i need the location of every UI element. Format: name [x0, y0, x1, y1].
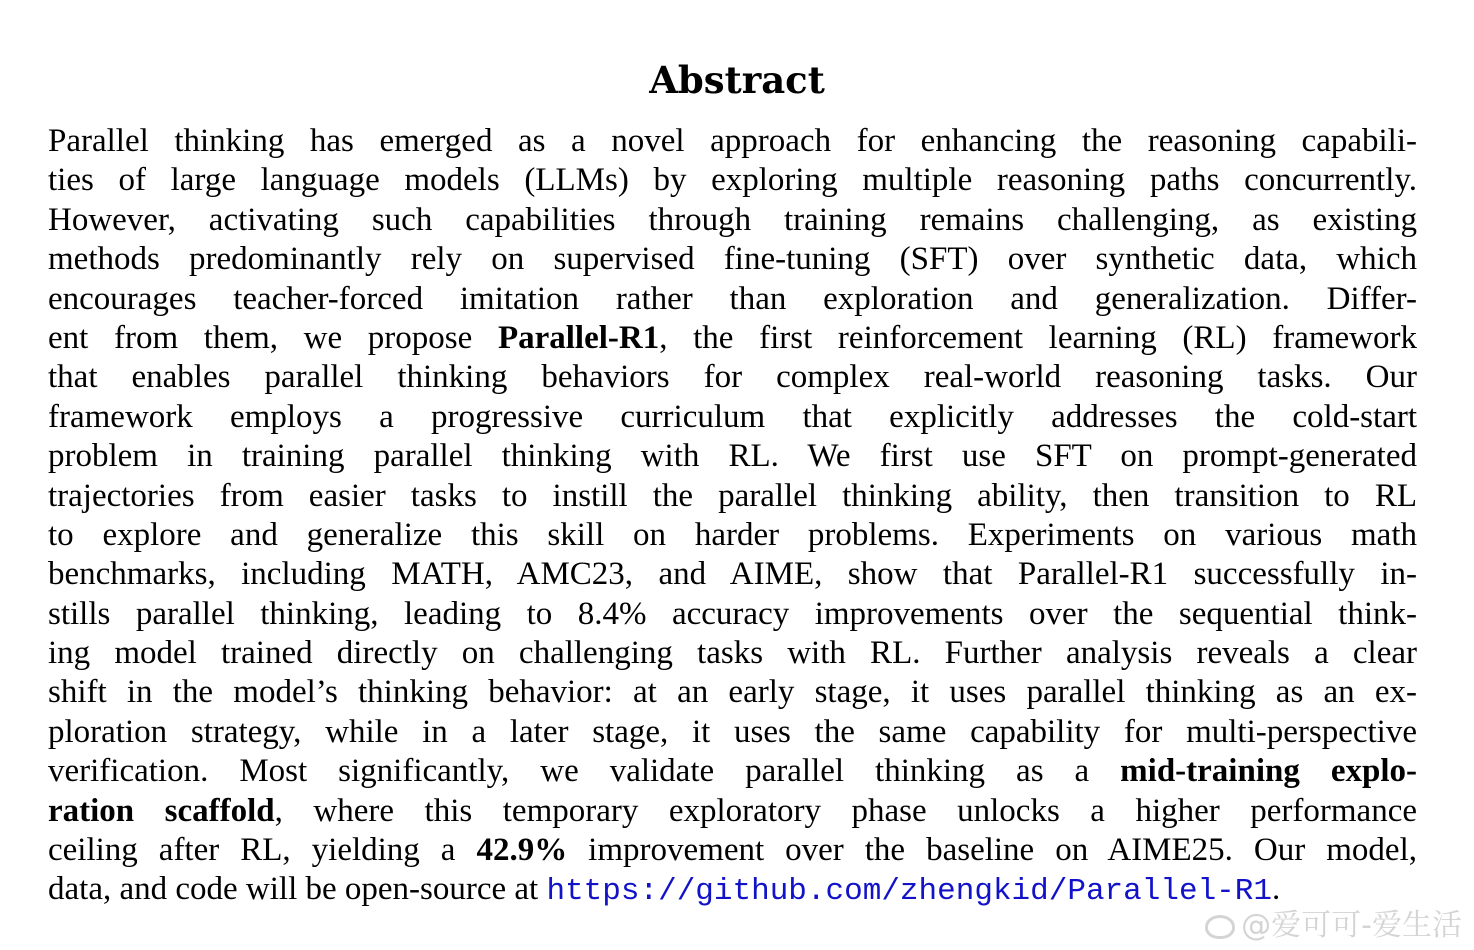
- abstract-line: [48, 477, 1417, 516]
- abstract-text: .: [1272, 871, 1281, 908]
- abstract-text: to explore and generalize this skill on harder problems. Experiments on various math: [48, 516, 1417, 553]
- abstract-line: [48, 280, 1417, 319]
- abstract-text: However, activating such capabilities through training remains challenging, as existing: [48, 201, 1417, 238]
- bold-phrase: mid-training explo-: [1120, 753, 1417, 790]
- abstract-line: [48, 319, 1417, 358]
- abstract-text: ploration strategy, while in a later stage, it uses the same capability for multi-perspective: [48, 713, 1417, 750]
- abstract-text: ent from them, we propose: [48, 319, 498, 356]
- bold-phrase: ration scaffold: [48, 792, 275, 829]
- abstract-text: verification. Most significantly, we validate parallel thinking as a: [48, 753, 1121, 790]
- abstract-line: [48, 516, 1417, 555]
- watermark-text: @爱可可-爱生活: [1241, 908, 1462, 943]
- abstract-line: [48, 122, 1417, 161]
- abstract-text: , the first reinforcement learning (RL) framework: [659, 319, 1417, 356]
- abstract-text: data, and code will be open-source at: [48, 871, 547, 908]
- abstract-text: improvement over the baseline on AIME25. Our model,: [567, 832, 1417, 869]
- abstract-line: [48, 240, 1417, 279]
- abstract-line: [48, 634, 1417, 673]
- abstract-text: trajectories from easier tasks to instill the parallel thinking ability, then transition to RL: [48, 477, 1417, 514]
- abstract-text: ceiling after RL, yielding a: [48, 832, 477, 869]
- abstract-line: [48, 792, 1417, 831]
- abstract-line: [48, 555, 1417, 594]
- watermark: [1205, 908, 1462, 944]
- abstract-line: [48, 595, 1417, 634]
- abstract-text: ties of large language models (LLMs) by exploring multiple reasoning paths concurrently.: [48, 162, 1417, 199]
- abstract-text: , where this temporary exploratory phase unlocks a higher performance: [274, 792, 1418, 829]
- abstract-text: problem in training parallel thinking with RL. We first use SFT on prompt-generated: [48, 438, 1417, 475]
- repository-link[interactable]: https://github.com/zhengkid/Parallel-R1: [546, 874, 1272, 910]
- bold-phrase: Parallel-R1: [497, 319, 660, 356]
- abstract-text: framework employs a progressive curriculum that explicitly addresses the cold-start: [48, 398, 1417, 435]
- abstract-line: [48, 870, 1417, 909]
- abstract-text: stills parallel thinking, leading to 8.4% accuracy improvements over the sequential think-: [48, 595, 1417, 632]
- bold-phrase: 42.9%: [476, 832, 568, 869]
- abstract-body: [48, 122, 1417, 910]
- abstract-line: [48, 398, 1417, 437]
- abstract-text: Parallel thinking has emerged as a novel approach for enhancing the reasoning capabili-: [48, 123, 1417, 159]
- abstract-line: [48, 201, 1417, 240]
- abstract-line: [48, 831, 1417, 870]
- abstract-line: [48, 358, 1417, 397]
- abstract-text: shift in the model’s thinking behavior: at an early stage, it uses parallel thinking as an ex-: [48, 674, 1417, 711]
- abstract-line: [48, 713, 1417, 752]
- abstract-line: [48, 437, 1417, 476]
- abstract-line: [48, 673, 1417, 712]
- abstract-line: [48, 752, 1417, 791]
- weibo-icon: [1205, 915, 1235, 939]
- abstract-heading: Abstract: [649, 58, 825, 102]
- abstract-text: methods predominantly rely on supervised fine-tuning (SFT) over synthetic data, which: [48, 241, 1417, 278]
- abstract-text: that enables parallel thinking behaviors for complex real-world reasoning tasks. Our: [48, 359, 1417, 396]
- abstract-text: encourages teacher-forced imitation rather than exploration and generalization. Differ-: [48, 280, 1417, 317]
- abstract-line: [48, 161, 1417, 200]
- abstract-text: benchmarks, including MATH, AMC23, and AIME, show that Parallel-R1 successfully in-: [48, 556, 1417, 593]
- abstract-text: ing model trained directly on challenging tasks with RL. Further analysis reveals a clear: [48, 635, 1417, 672]
